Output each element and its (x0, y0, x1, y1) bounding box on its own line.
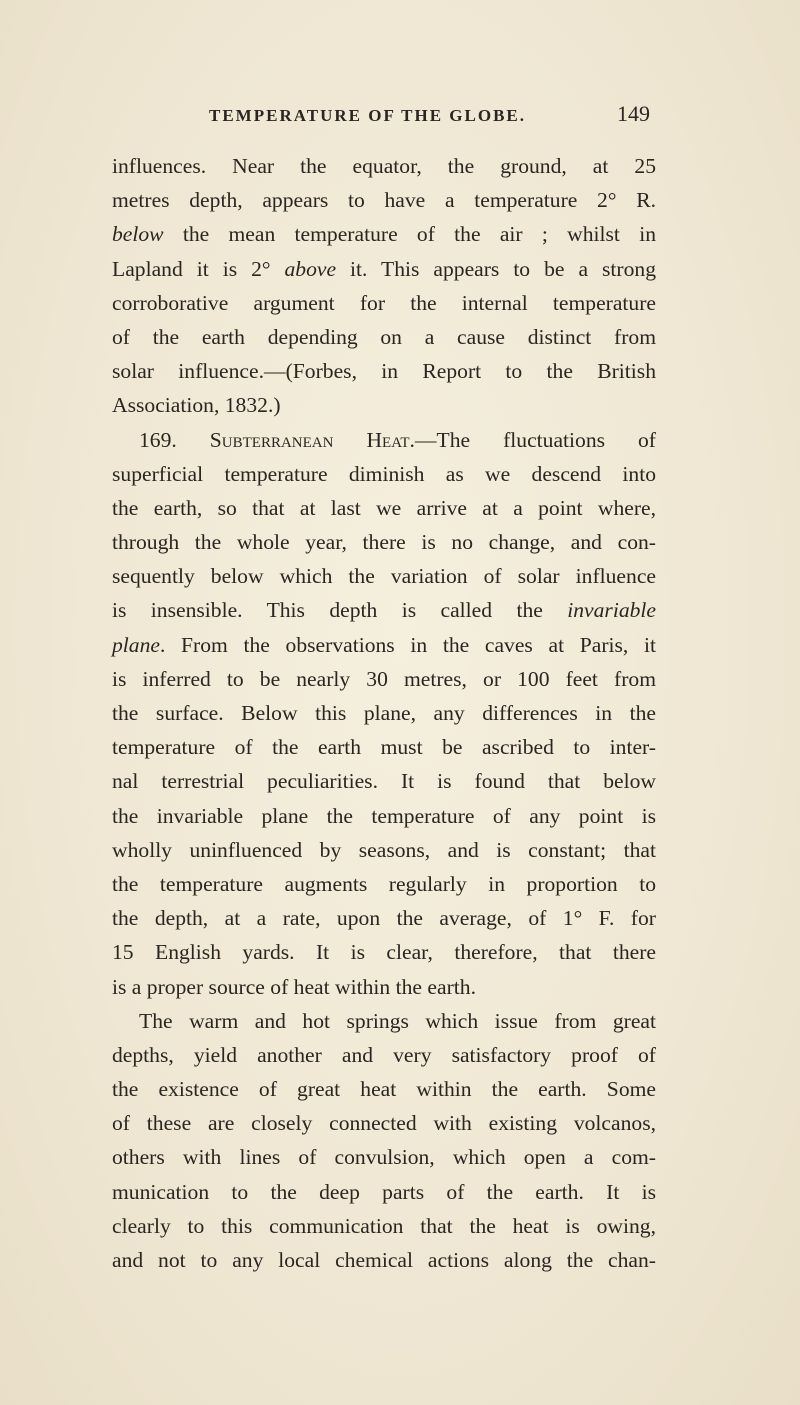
text-line: Association, 1832.) (112, 393, 281, 418)
text-segment: it. This appears to be a strong (336, 256, 656, 281)
text-line: the earth, so that at last we arrive at a point where, (112, 495, 656, 520)
italic-term: above (284, 256, 337, 281)
text-line: depths, yield another and very satisfactory proof of (112, 1042, 656, 1067)
text-line: corroborative argument for the internal temperature (112, 290, 656, 315)
text-line (112, 217, 656, 251)
text-line: the depth, at a rate, upon the average, of 1° F. for (112, 906, 656, 931)
text-line: clearly to this communication that the heat is owing, (112, 1213, 656, 1238)
text-line: wholly uninfluenced by seasons, and is constant; that (112, 837, 656, 862)
text-line: superficial temperature diminish as we descend into (112, 461, 656, 486)
text-line: of the earth depending on a cause distinct from (112, 324, 656, 349)
text-line: is inferred to be nearly 30 metres, or 100 feet from (112, 666, 656, 691)
text-line: of these are closely connected with existing volcanos, (112, 1111, 656, 1136)
italic-term: invariable (567, 598, 656, 623)
text-line (112, 593, 656, 627)
text-line: the existence of great heat within the earth. Some (112, 1077, 656, 1102)
text-line: 15 English yards. It is clear, therefore, that there (112, 940, 656, 965)
page-number: 149 (617, 101, 650, 126)
running-title: TEMPERATURE OF THE GLOBE. (209, 106, 527, 125)
italic-term: plane (112, 632, 160, 657)
text-segment: is insensible. This depth is called the (112, 598, 568, 623)
section-heading-line (112, 423, 656, 457)
text-line (112, 628, 656, 662)
text-line: munication to the deep parts of the earth. It is (112, 1179, 656, 1204)
text-line: metres depth, appears to have a temperature 2° R. (112, 188, 656, 213)
text-line: nal terrestrial peculiarities. It is found that below (112, 769, 656, 794)
text-line: the invariable plane the temperature of any point is (112, 803, 656, 828)
text-line: others with lines of convulsion, which open a com- (112, 1145, 656, 1170)
body-text (112, 149, 656, 1277)
text-line: solar influence.—(Forbes, in Report to the British (112, 359, 656, 384)
text-line: temperature of the earth must be ascribed to inter- (112, 735, 656, 760)
text-line: The warm and hot springs which issue from great (139, 1008, 656, 1033)
section-number: 169. (139, 427, 210, 452)
text-line: through the whole year, there is no change, and con- (112, 530, 656, 555)
text-segment: the mean temperature of the air ; whilst in (163, 222, 656, 247)
text-line: influences. Near the equator, the ground, at 25 (112, 154, 656, 178)
section-title: Subterranean Heat (209, 427, 410, 452)
text-line: is a proper source of heat within the earth. (112, 974, 476, 999)
text-segment: Lapland it is 2° (112, 256, 285, 281)
text-segment: .—The fluctuations of (409, 427, 656, 452)
italic-term: below (112, 222, 164, 247)
text-segment: . From the observations in the caves at Paris, it (159, 632, 656, 657)
text-line (112, 252, 656, 286)
text-line: the surface. Below this plane, any differences in the (112, 701, 656, 725)
text-line: the temperature augments regularly in proportion to (112, 871, 656, 896)
text-line: and not to any local chemical actions along the chan- (112, 1248, 656, 1272)
text-line: sequently below which the variation of solar influence (112, 564, 656, 589)
